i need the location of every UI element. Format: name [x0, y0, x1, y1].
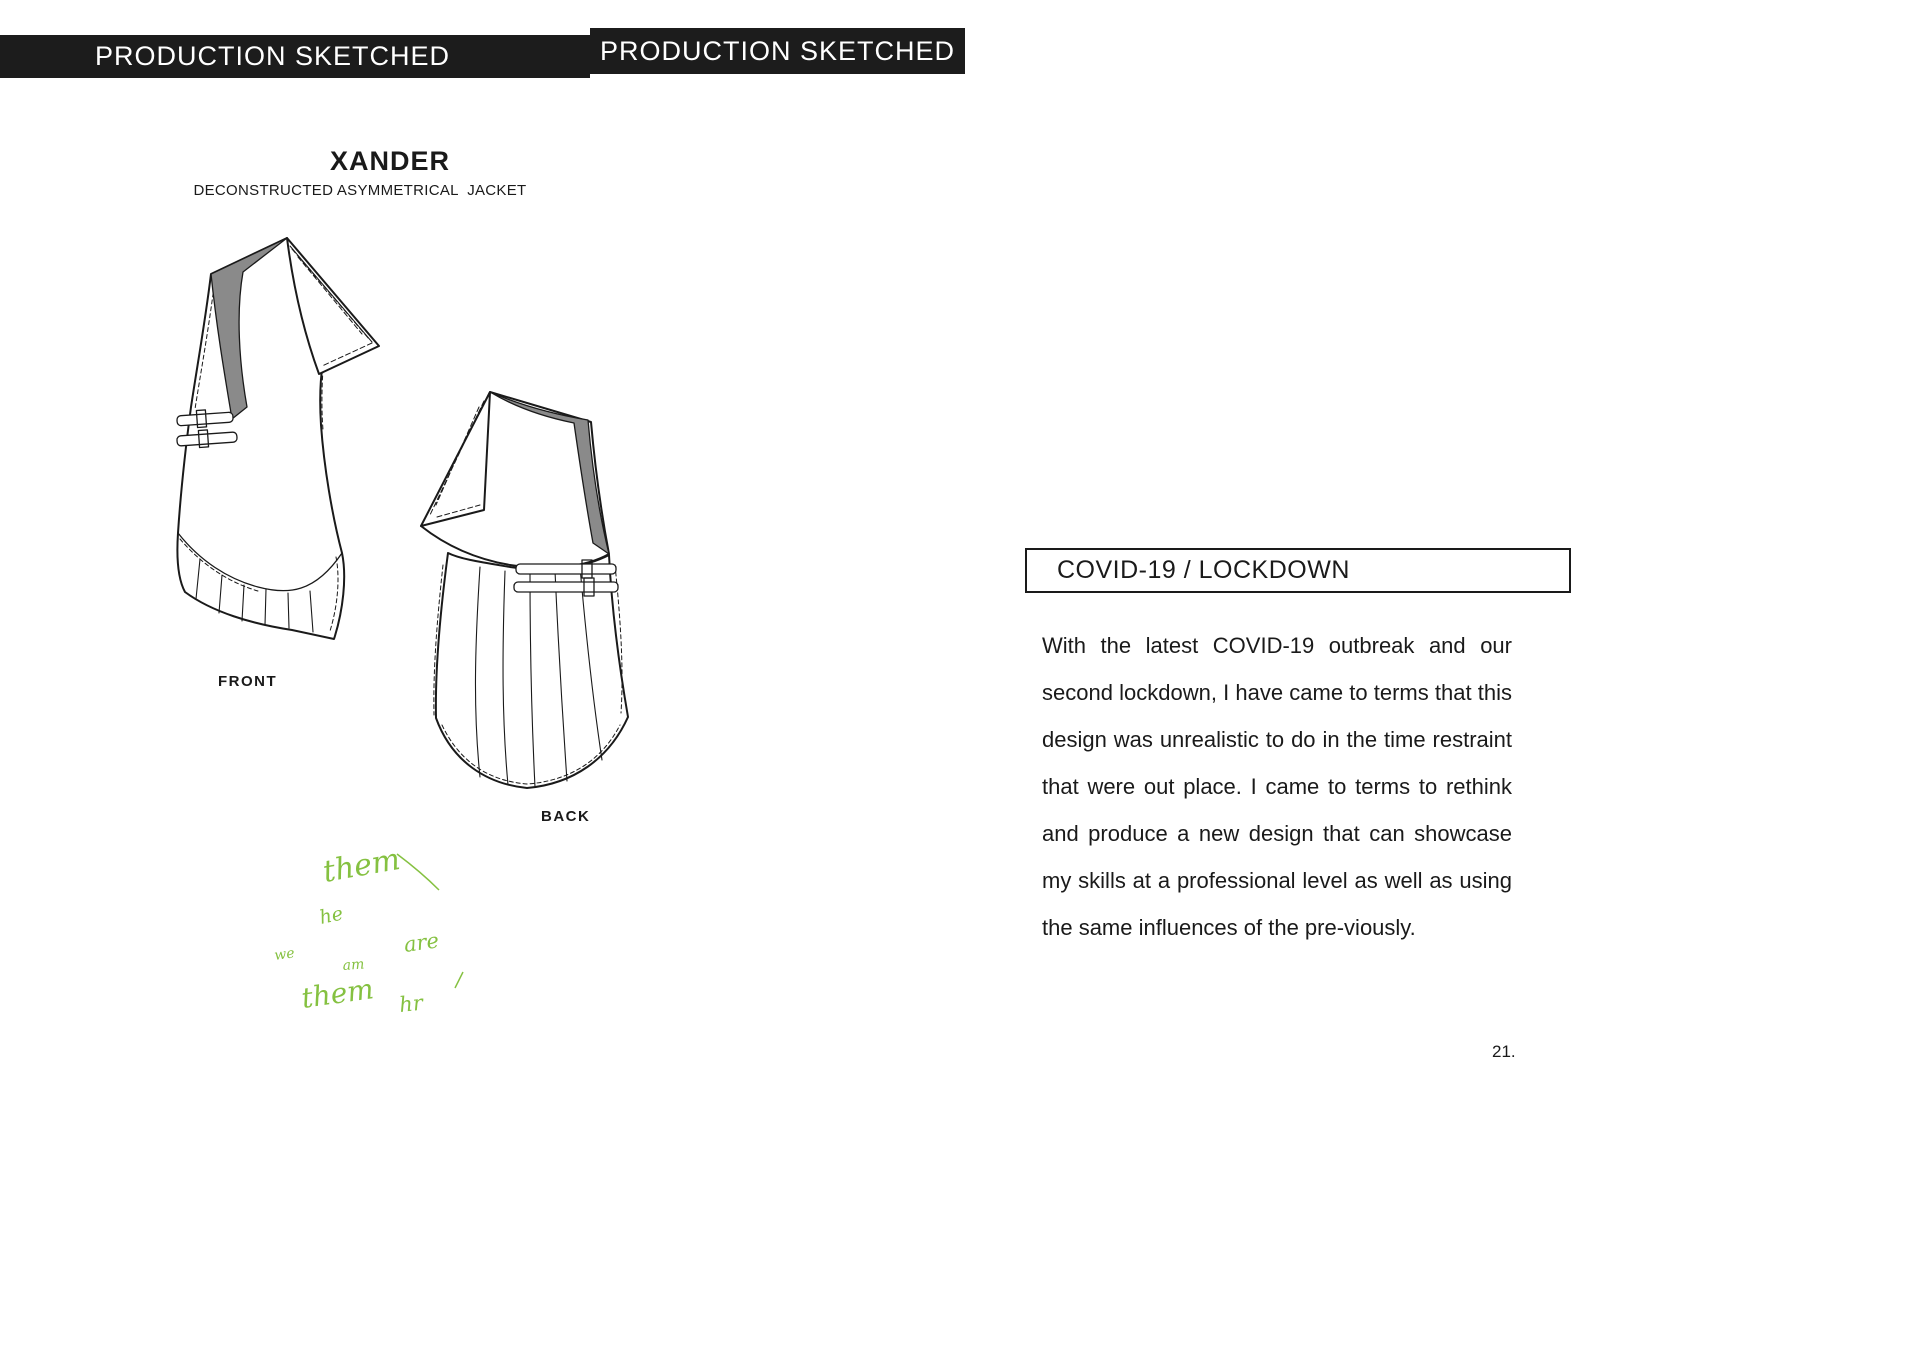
- handwritten-stroke: [455, 972, 463, 988]
- banner-right-label: PRODUCTION SKETCHED: [599, 35, 956, 66]
- banner-left: [0, 35, 590, 78]
- covid-heading-box: [1025, 548, 1571, 593]
- front-view-label: FRONT: [218, 673, 278, 690]
- handwritten-word: are: [402, 928, 441, 957]
- banner-left-label: PRODUCTION SKETCHED: [95, 41, 451, 71]
- handwritten-word: he: [317, 902, 346, 929]
- jacket-technical-sketch: [150, 215, 690, 835]
- page-number: 21.: [1492, 1042, 1516, 1061]
- handwritten-word: them: [299, 972, 376, 1015]
- covid-heading: COVID-19 / LOCKDOWN: [1057, 556, 1350, 584]
- design-title: XANDER: [329, 146, 450, 176]
- sketch-front-view: [177, 238, 379, 639]
- handwritten-word: hr: [398, 990, 424, 1017]
- handwritten-word: am: [342, 956, 365, 974]
- design-subtitle: DECONSTRUCTED ASYMMETRICAL JACKET: [193, 182, 527, 199]
- back-view-label: BACK: [541, 808, 591, 825]
- handwritten-word: them: [320, 841, 403, 890]
- banner-right: [590, 28, 965, 74]
- handwritten-annotations: [255, 840, 495, 1025]
- sketch-back-view: [421, 392, 628, 788]
- handwritten-stroke: [397, 854, 439, 890]
- handwritten-word: we: [273, 945, 296, 964]
- covid-paragraph: With the latest COVID-19 outbreak and our second lockdown, I have came to terms that this design was unrealistic to do in the time restraint that were out place. I came to terms to rethink and produce a new design that can showcase my skills at a professional level as well as using the same influences of the pre-viously.: [1042, 633, 1512, 940]
